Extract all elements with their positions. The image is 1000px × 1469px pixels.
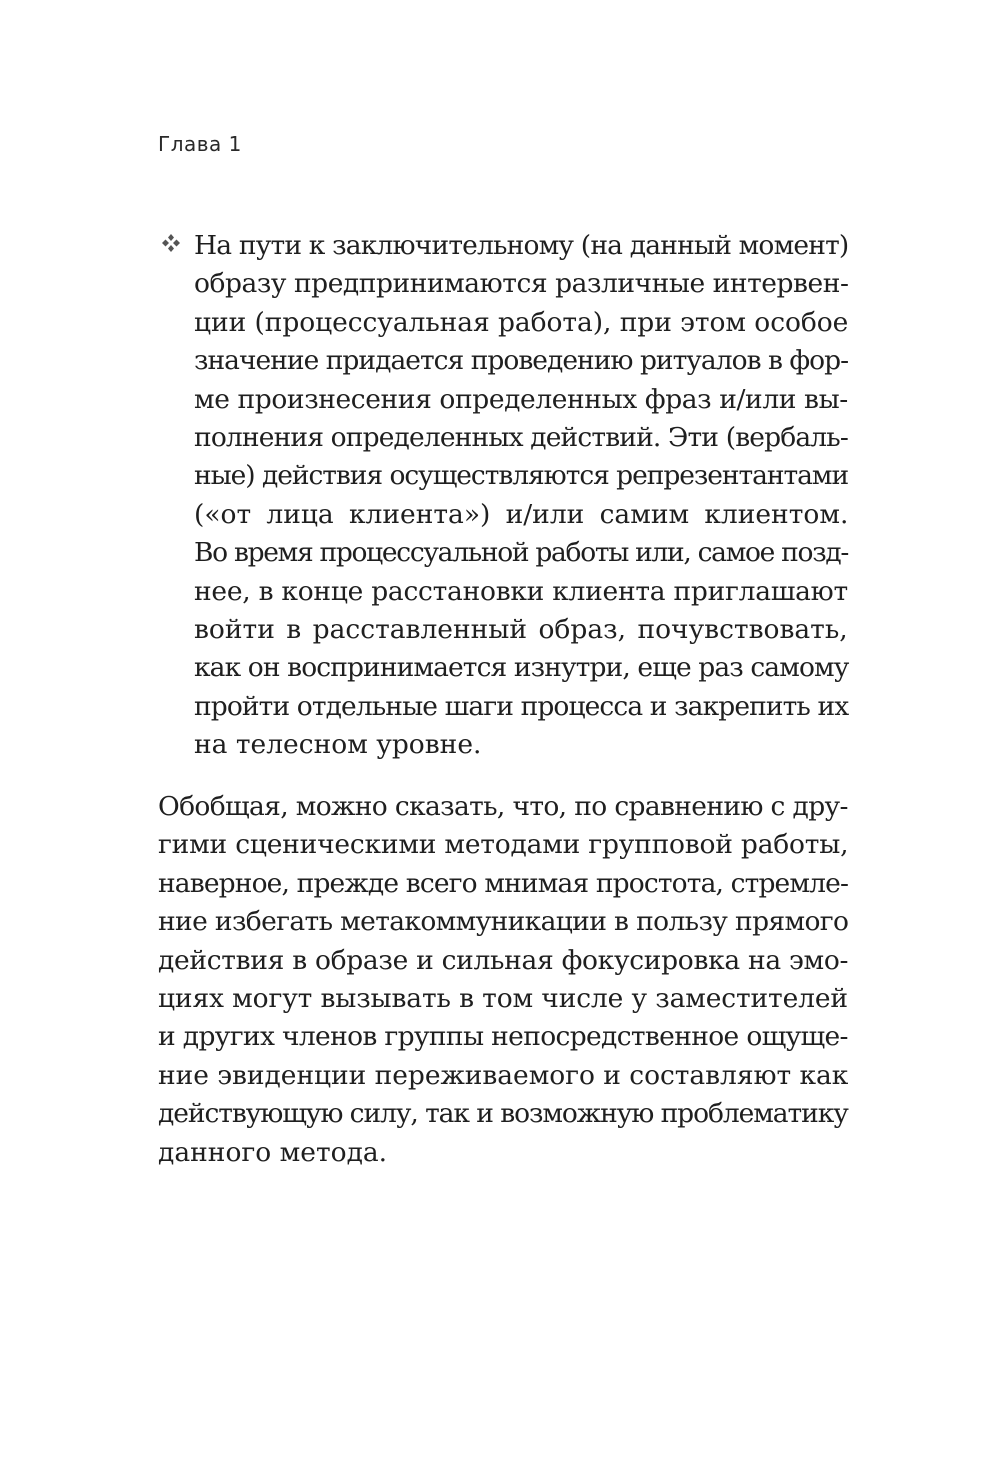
running-header-chapter: Глава 1: [158, 132, 242, 156]
text-line: На пути к заключительному (на данный момент): [194, 230, 849, 261]
text-line: ние избегать метакоммуникации в пользу прямого: [158, 906, 849, 938]
text-line: циях могут вызывать в том числе у заместителей: [158, 983, 848, 1015]
text-line: гими сценическими методами групповой работы,: [158, 829, 849, 861]
text-line: полнения определенных действий. Эти (вербаль-: [194, 422, 848, 454]
text-line: ме произнесения определенных фраз и/или вы-: [194, 383, 848, 415]
summary-paragraph: [158, 788, 848, 1172]
text-line: как он воспринимается изнутри, еще раз самому: [194, 652, 849, 684]
text-line: («от лица клиента») и/или самим клиентом.: [194, 498, 849, 530]
bullet-paragraph: [194, 227, 848, 765]
text-line: и других членов группы непосредственное ощуще-: [158, 1021, 848, 1053]
text-line: ние эвиденции переживаемого и составляют как: [158, 1059, 849, 1091]
summary-section: [158, 788, 848, 1172]
four-diamond-bullet-icon: [158, 230, 184, 256]
text-line: ные) действия осуществляются репрезентантами: [194, 460, 849, 492]
text-line: войти в расставленный образ, почувствовать,: [194, 614, 848, 646]
text-line: Во время процессуальной работы или, самое позд-: [194, 537, 849, 569]
text-line: данного метода.: [158, 1136, 388, 1168]
text-line: ции (процессуальная работа), при этом особое: [194, 306, 849, 338]
text-line: действия в образе и сильная фокусировка на эмо-: [158, 944, 849, 976]
text-line: на телесном уровне.: [194, 729, 482, 761]
text-line: значение придается проведению ритуалов в фор-: [194, 345, 849, 377]
text-line: образу предпринимаются различные интервен-: [194, 268, 849, 300]
bullet-list-item: [158, 227, 848, 765]
text-line: Обобщая, можно сказать, что, по сравнению с дру-: [158, 791, 848, 822]
text-line: пройти отдельные шаги процесса и закрепить их: [194, 690, 849, 722]
text-line: действующую силу, так и возможную проблематику: [158, 1098, 848, 1130]
text-line: наверное, прежде всего мнимая простота, стремле-: [158, 867, 849, 899]
text-line: нее, в конце расстановки клиента приглашают: [194, 575, 848, 607]
